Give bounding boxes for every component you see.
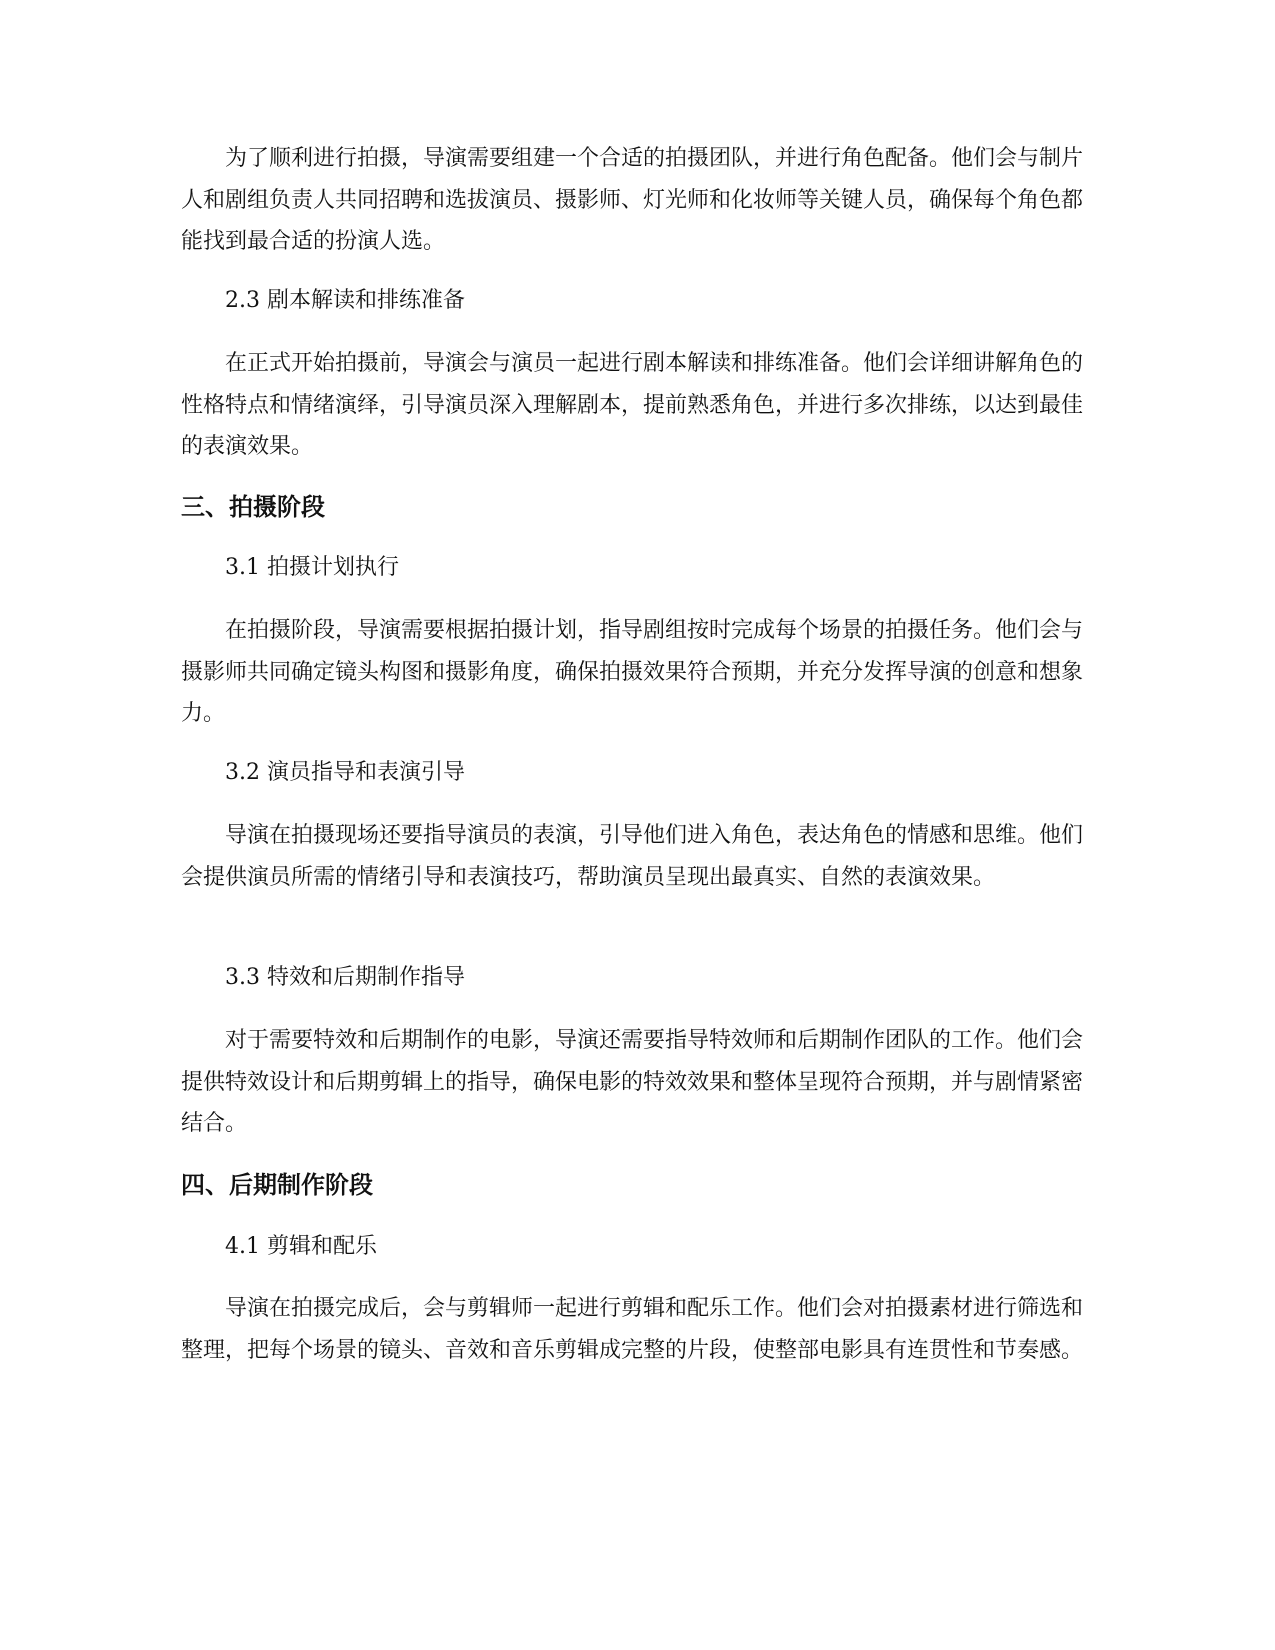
section-heading-4: 四、后期制作阶段 <box>181 1171 373 1199</box>
paragraph-shooting-plan: 在拍摄阶段，导演需要根据拍摄计划，指导剧组按时完成每个场景的拍摄任务。他们会与摄影师共同确定镜头构图和摄影角度，确保拍摄效果符合预期，并充分发挥导演的创意和想象力。 <box>181 618 1084 726</box>
subheading-2-3: 2.3 剧本解读和排练准备 <box>225 288 465 313</box>
paragraph-vfx-post: 对于需要特效和后期制作的电影，导演还需要指导特效师和后期制作团队的工作。他们会提供特效设计和后期剪辑上的指导，确保电影的特效效果和整体呈现符合预期，并与剧情紧密结合。 <box>181 1028 1084 1136</box>
paragraph-script-rehearsal: 在正式开始拍摄前，导演会与演员一起进行剧本解读和排练准备。他们会详细讲解角色的性格特点和情绪演绎，引导演员深入理解剧本，提前熟悉角色，并进行多次排练，以达到最佳的表演效果。 <box>181 351 1084 459</box>
subheading-3-2: 3.2 演员指导和表演引导 <box>225 760 465 785</box>
paragraph-actor-guidance: 导演在拍摄现场还要指导演员的表演，引导他们进入角色，表达角色的情感和思维。他们会提供演员所需的情绪引导和表演技巧，帮助演员呈现出最真实、自然的表演效果。 <box>181 823 1084 890</box>
subheading-3-1: 3.1 拍摄计划执行 <box>225 555 399 580</box>
section-heading-3: 三、拍摄阶段 <box>181 493 325 521</box>
paragraph-editing-music: 导演在拍摄完成后，会与剪辑师一起进行剪辑和配乐工作。他们会对拍摄素材进行筛选和整理，把每个场景的镜头、音效和音乐剪辑成完整的片段，使整部电影具有连贯性和节奏感。 <box>181 1296 1084 1363</box>
paragraph-team-casting: 为了顺利进行拍摄，导演需要组建一个合适的拍摄团队，并进行角色配备。他们会与制片人和剧组负责人共同招聘和选拔演员、摄影师、灯光师和化妆师等关键人员，确保每个角色都能找到最合适的扮演人选。 <box>181 146 1084 254</box>
subheading-4-1: 4.1 剪辑和配乐 <box>225 1234 377 1259</box>
subheading-3-3: 3.3 特效和后期制作指导 <box>225 965 465 990</box>
